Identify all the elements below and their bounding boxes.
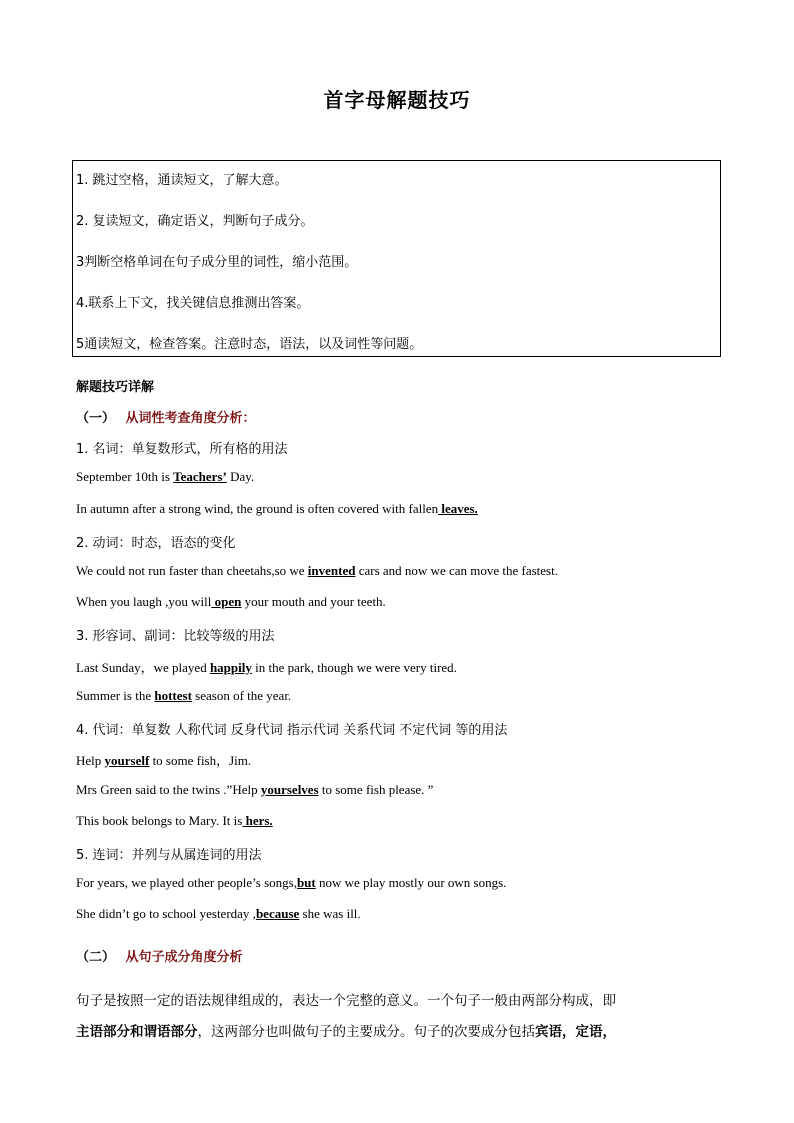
- step-5: 5通读短文，检查答案。注意时态，语法，以及词性等问题。: [76, 337, 423, 352]
- answer: because: [255, 906, 300, 921]
- answer: but: [296, 875, 316, 890]
- answer: happily: [209, 660, 252, 675]
- verb-example-2: When you laugh ,you will open your mouth and your teeth.: [76, 594, 386, 609]
- step-1: 1. 跳过空格，通读短文，了解大意。: [76, 173, 288, 188]
- answer: hottest: [154, 688, 192, 703]
- part1-heading: [76, 407, 256, 426]
- step-3: 3判断空格单词在句子成分里的词性，缩小范围。: [76, 255, 358, 270]
- noun-example-2: In autumn after a strong wind, the ground is often covered with fallen leaves.: [76, 501, 478, 516]
- step-4: 4.联系上下文，找关键信息推测出答案。: [76, 296, 310, 311]
- pron-example-1: Help yourself to some fish，Jim.: [76, 753, 252, 768]
- page-title: 首字母解题技巧: [323, 88, 471, 112]
- pron-example-2: Mrs Green said to the twins .”Help yourselves to some fish please. ”: [76, 782, 434, 797]
- answer: yourself: [104, 753, 150, 768]
- pron-heading: 4. 代词：单复数 人称代词 反身代词 指示代词 关系代词 不定代词 等的用法: [76, 723, 508, 738]
- conj-example-1: For years, we played other people’s songs,but now we play mostly our own songs.: [76, 875, 507, 890]
- answer: invented: [307, 563, 356, 578]
- part2-label: 从句子成分角度分析: [125, 950, 243, 965]
- answer: Teachers’: [173, 469, 227, 484]
- noun-heading: 1. 名词：单复数形式，所有格的用法: [76, 442, 288, 457]
- adj-heading: 3. 形容词、副词：比较等级的用法: [76, 629, 275, 644]
- answer: open: [211, 594, 242, 609]
- paragraph-line-1: 句子是按照一定的语法规律组成的，表达一个完整的意义。一个句子一般由两部分构成，即: [76, 993, 616, 1009]
- part2-heading: [76, 946, 243, 965]
- answer: yourselves: [260, 782, 319, 797]
- verb-heading: 2. 动词：时态，语态的变化: [76, 536, 236, 551]
- pron-example-3: This book belongs to Mary. It is hers.: [76, 813, 273, 828]
- part1-label: 从词性考查角度分析：: [125, 411, 256, 426]
- paragraph-line-2: 主语部分和谓语部分，这两部分也叫做句子的主要成分。句子的次要成分包括宾语，定语，: [76, 1024, 616, 1040]
- step-2: 2. 复读短文，确定语义，判断句子成分。: [76, 214, 314, 229]
- noun-example-1: September 10th is Teachers’ Day.: [76, 469, 255, 484]
- conj-example-2: She didn’t go to school yesterday ,because she was ill.: [76, 906, 361, 921]
- part2-number: （二）: [76, 950, 116, 965]
- steps-box: [72, 160, 721, 357]
- adj-example-1: Last Sunday，we played happily in the park, though we were very tired.: [76, 660, 457, 675]
- answer: leaves.: [438, 501, 478, 516]
- adj-example-2: Summer is the hottest season of the year.: [76, 688, 292, 703]
- conj-heading: 5. 连词：并列与从属连词的用法: [76, 848, 262, 863]
- verb-example-1: We could not run faster than cheetahs,so we invented cars and now we can move the fastest.: [76, 563, 558, 578]
- answer: hers.: [242, 813, 273, 828]
- section-heading: 解题技巧详解: [76, 380, 155, 395]
- part1-number: （一）: [76, 411, 116, 426]
